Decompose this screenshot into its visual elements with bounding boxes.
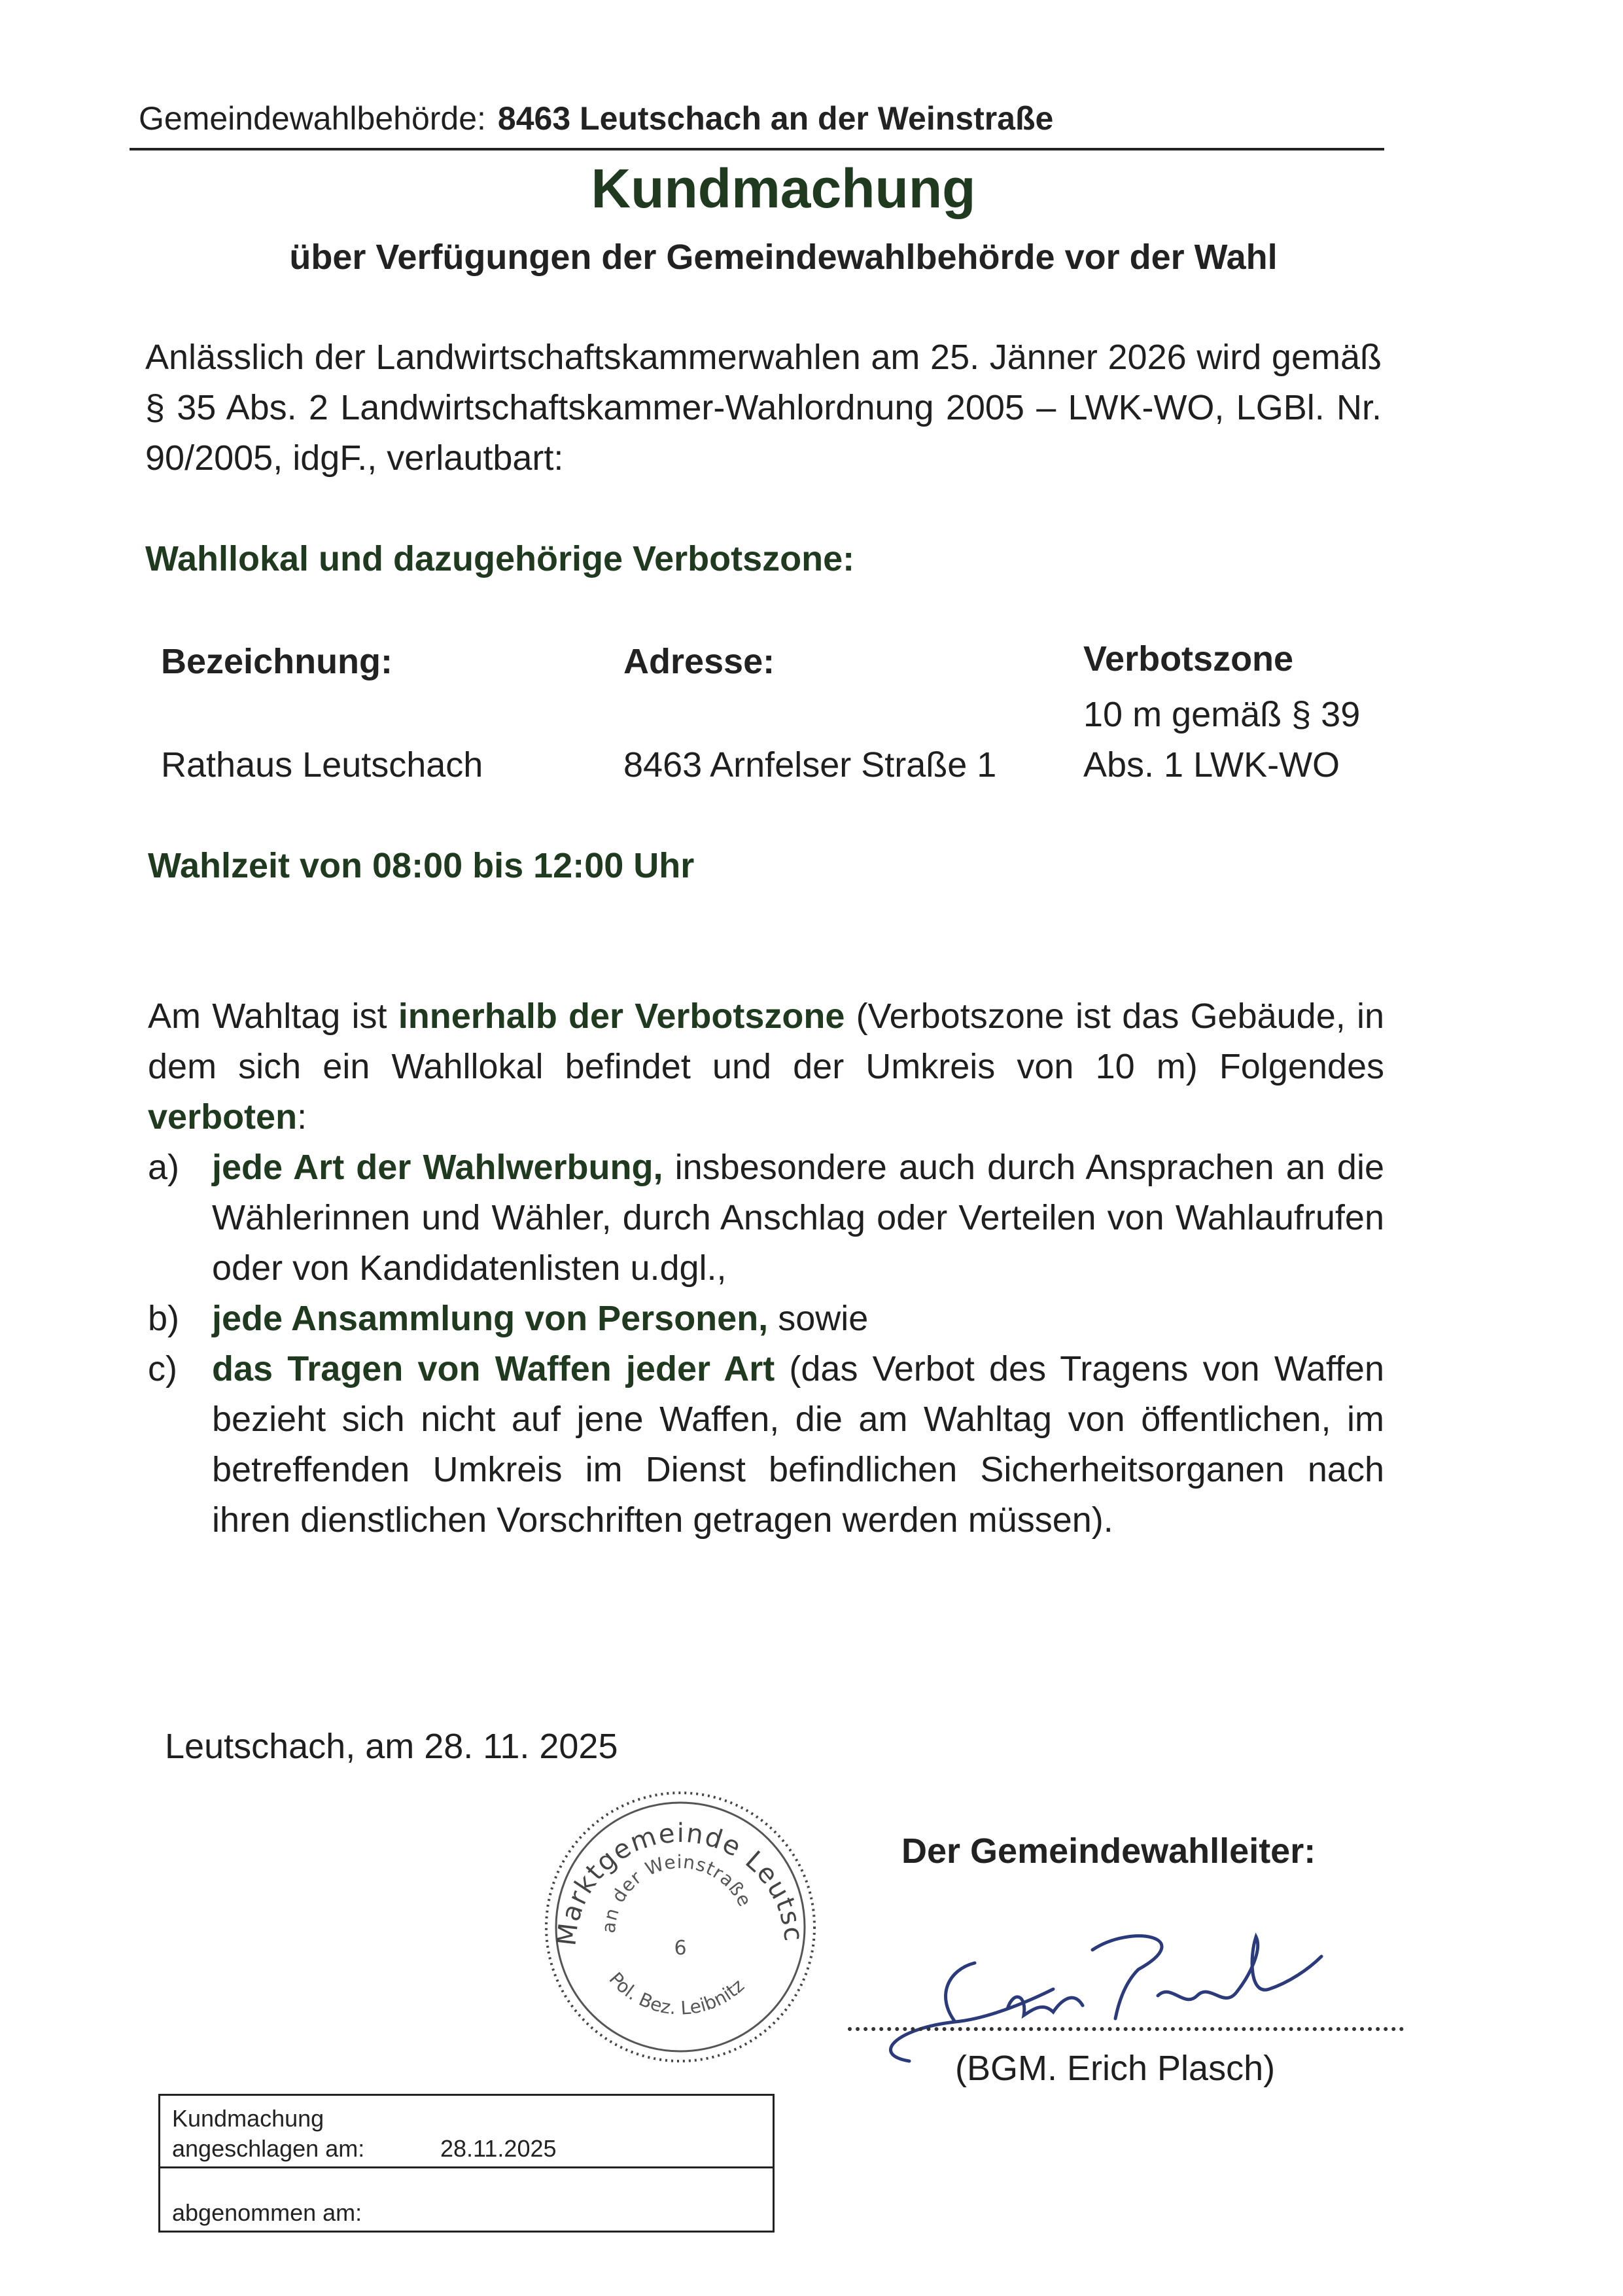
official-stamp [536, 1783, 824, 2071]
posted-on-label: angeschlagen am: [172, 2135, 365, 2162]
prohibition-section [148, 991, 1384, 1545]
header-divider [130, 148, 1384, 150]
item-text [212, 1344, 1384, 1545]
column-header-zone: Verbotszone [1083, 639, 1294, 679]
stamp-outer-text: Marktgemeinde Leutsc [551, 1818, 809, 1948]
item-text [212, 1294, 1384, 1344]
prohibition-intro-bold: innerhalb der Verbotszone [398, 997, 845, 1036]
election-time: Wahlzeit von 08:00 bis 12:00 Uhr [148, 846, 695, 885]
signature-line [848, 2027, 1404, 2031]
item-bold: jede Art der Wahlwerbung, [212, 1148, 663, 1187]
column-header-name: Bezeichnung: [161, 642, 393, 681]
item-marker: b) [148, 1299, 180, 1338]
stamp-number: 6 [674, 1937, 687, 1960]
polling-station-address: 8463 Arnfelser Straße 1 [623, 745, 997, 785]
document-title: Kundmachung [591, 158, 976, 219]
authority-name: 8463 Leutschach an der Weinstraße [497, 100, 1054, 137]
place-date-line: Leutschach, am 28. 11. 2025 [165, 1727, 618, 1766]
document-subtitle: über Verfügungen der Gemeindewahlbehörde vor der Wahl [289, 238, 1278, 277]
svg-text:Pol. Bez. Leibnitz [605, 1968, 749, 2019]
prohibition-intro [148, 991, 1384, 1142]
item-bold: jede Ansammlung von Personen, [212, 1299, 769, 1338]
item-marker: a) [148, 1148, 180, 1187]
election-leader-label: Der Gemeindewahlleiter: [901, 1831, 1316, 1871]
prohibition-verboten: verboten [148, 1097, 298, 1137]
polling-station-name: Rathaus Leutschach [161, 745, 483, 785]
prohibition-item-c [148, 1344, 1384, 1545]
item-bold: das Tragen von Waffen jeder Art [212, 1349, 775, 1388]
polling-station-zone: 10 m gemäß § 39 Abs. 1 LWK-WO [1083, 695, 1361, 785]
item-body: sowie [778, 1299, 869, 1338]
posted-on-date: 28.11.2025 [440, 2135, 557, 2162]
prohibition-colon: : [297, 1097, 307, 1137]
posting-record-box [158, 2094, 775, 2233]
election-authority-line [139, 99, 1053, 137]
prohibition-intro-text-2: (Verbotszone ist das Gebäude, in dem sich ein Wahllokal befindet und der Umkreis von 10 m) Folgendes [148, 997, 1384, 1086]
column-header-address: Adresse: [623, 642, 775, 681]
intro-paragraph: Anlässlich der Landwirtschaftskammerwahlen am 25. Jänner 2026 wird gemäß § 35 Abs. 2 Landwirtschaftskammer-Wahlordnung 2005 – LWK-WO, LGBl. Nr. 90/2005, idgF., verlautbart: [145, 338, 1382, 478]
item-body: insbesondere auch durch Ansprachen an die Wählerinnen und Wähler, durch Anschlag oder Verteilen von Wahlaufrufen oder von Kandidatenlisten u.dgl., [212, 1148, 1384, 1288]
stamp-district-text: Pol. Bez. Leibnitz [604, 1968, 749, 2019]
authority-label: Gemeindewahlbehörde: [139, 100, 486, 137]
item-body: (das Verbot des Tragens von Waffen bezieht sich nicht auf jene Waffen, die am Wahltag von öffentlichen, im betreffenden Umkreis im Dienst befindlichen Sicherheitsorganen nach ihren dienstlichen Vorschriften getragen werden müssen). [212, 1349, 1384, 1540]
prohibition-item-a [148, 1142, 1384, 1294]
prohibition-intro-text: Am Wahltag ist [148, 997, 387, 1036]
stamp-inner-text: an der Weinstraße [597, 1850, 756, 1934]
polling-station-heading: Wahllokal und dazugehörige Verbotszone: [145, 539, 855, 578]
posting-box-title: Kundmachung [172, 2105, 324, 2132]
item-marker: c) [148, 1349, 177, 1388]
item-text [212, 1142, 1384, 1294]
election-leader-name: (BGM. Erich Plasch) [955, 2049, 1276, 2088]
removed-on-label: abgenommen am: [172, 2199, 362, 2226]
prohibition-item-b [148, 1294, 1384, 1344]
